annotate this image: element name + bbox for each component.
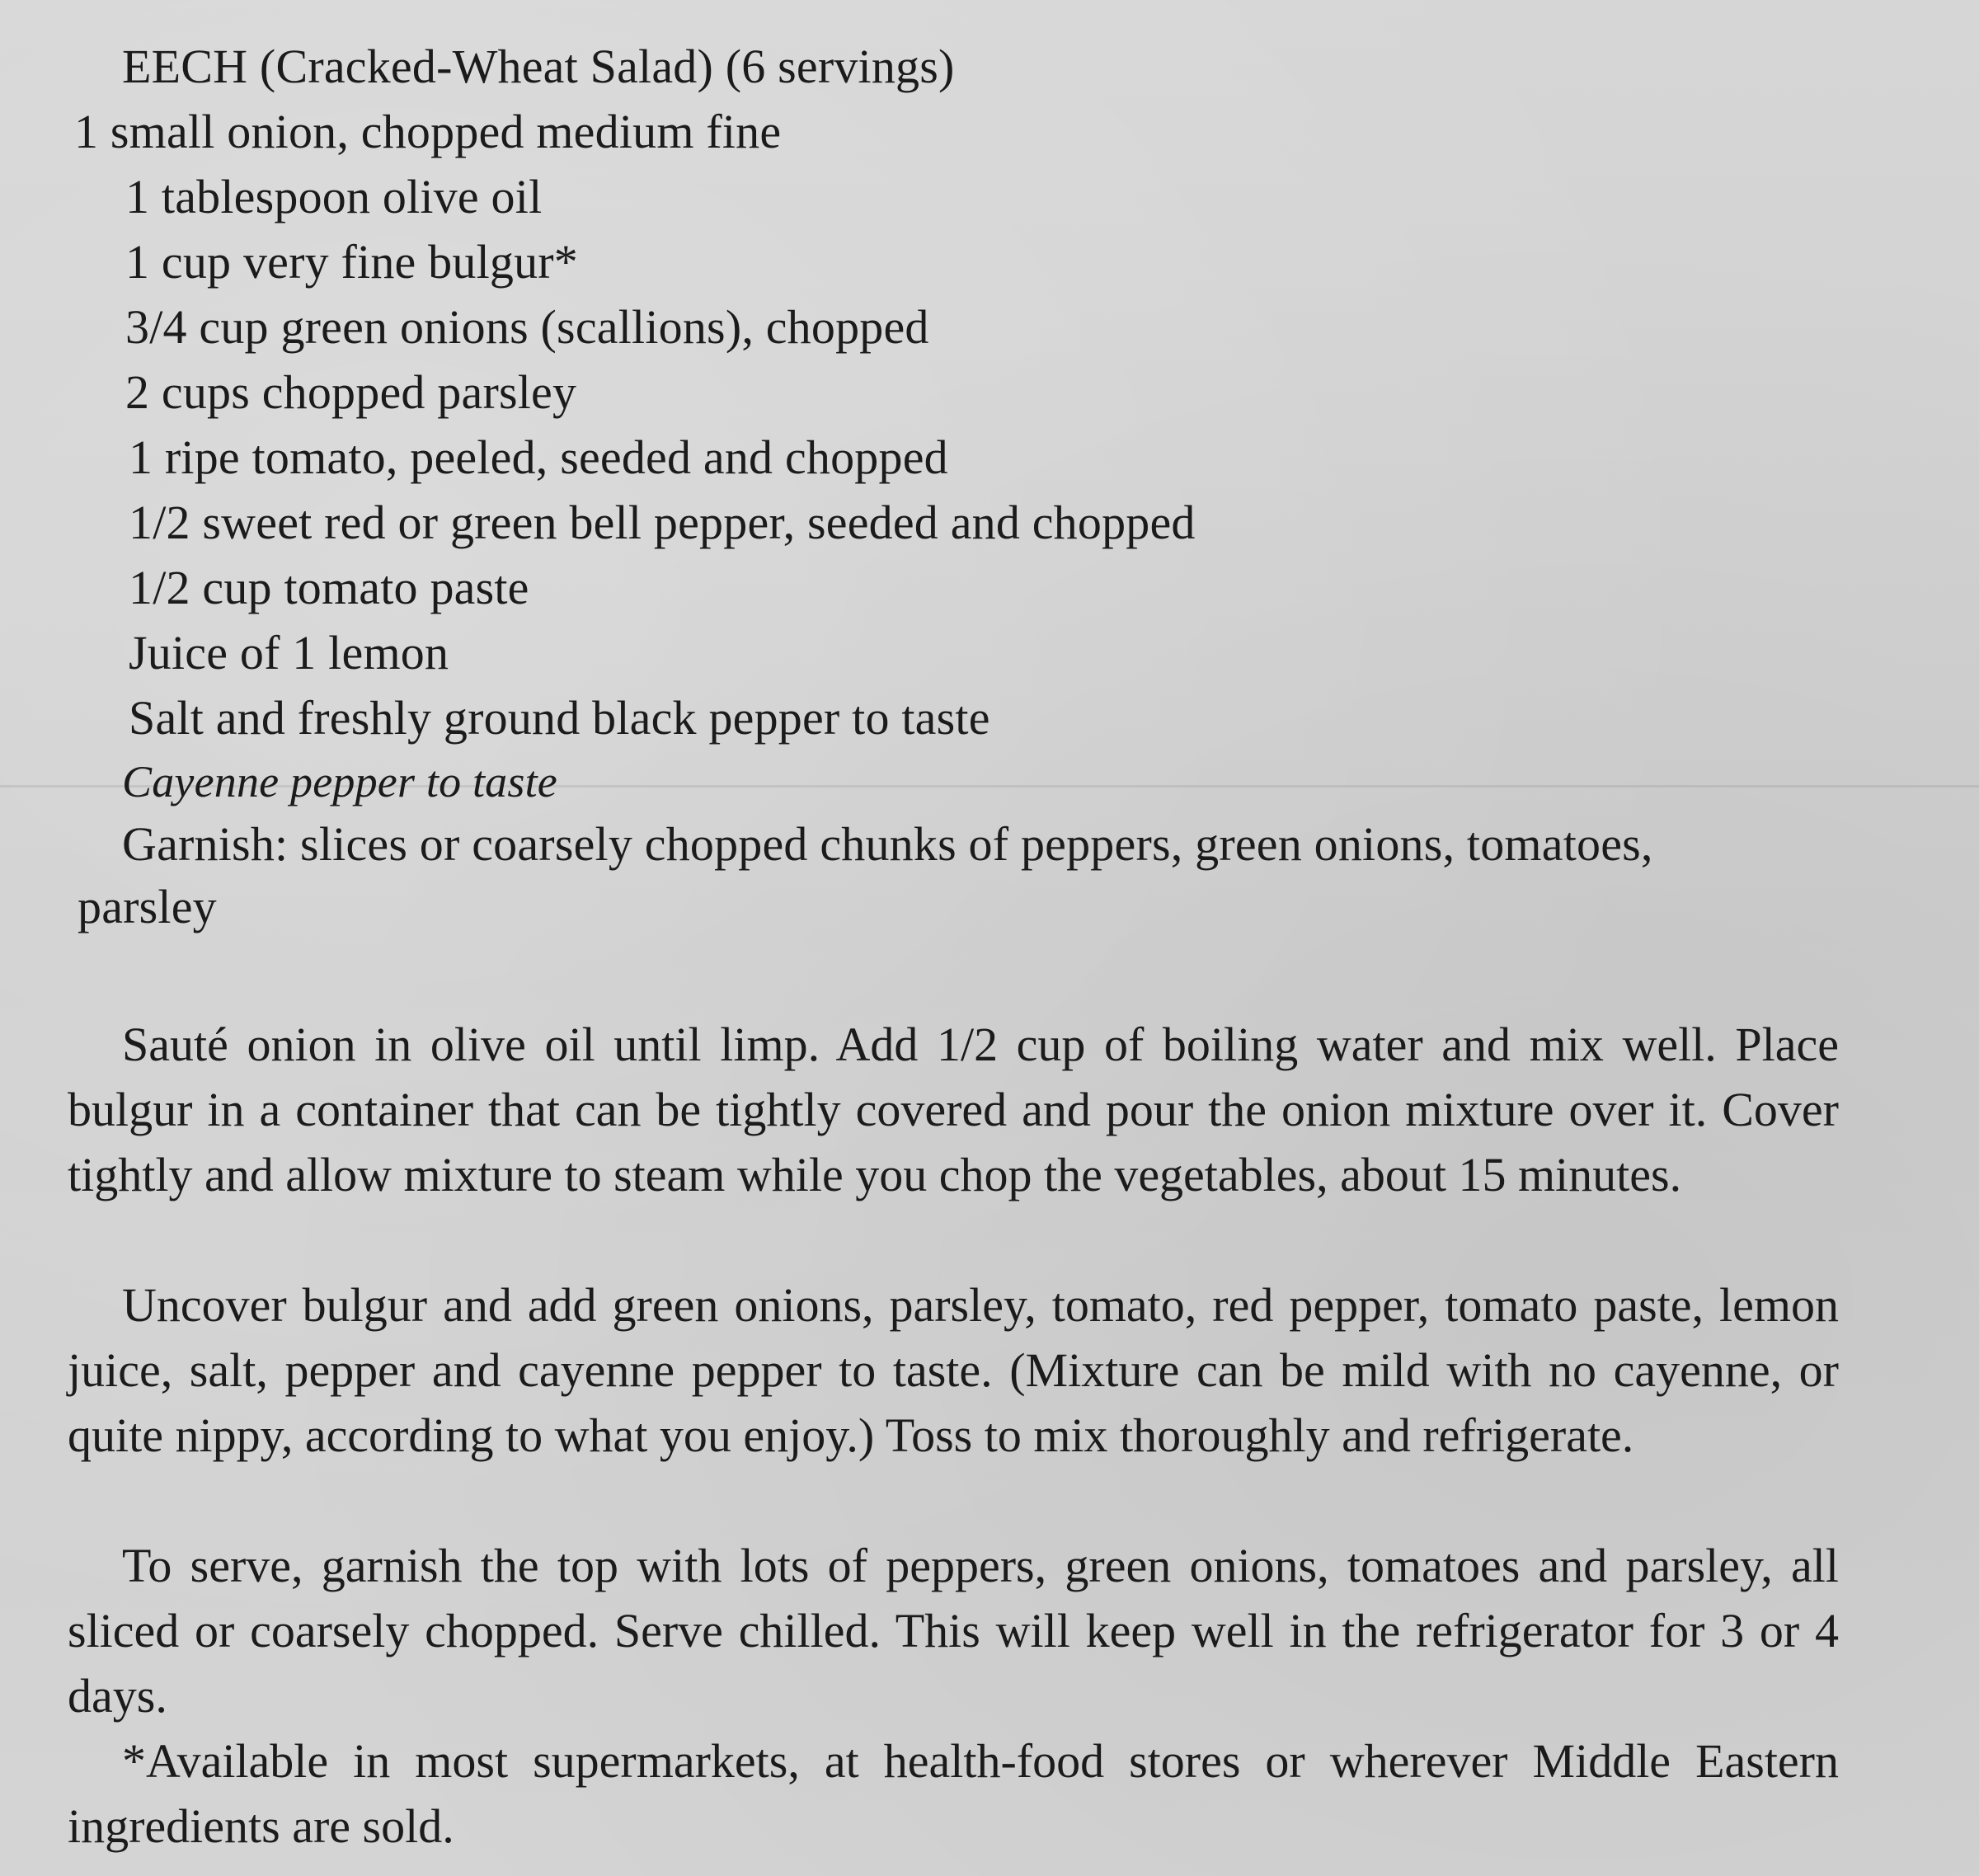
direction-paragraph: Uncover bulgur and add green onions, parsley, tomato, red pepper, tomato paste, lemon juice, salt, pepper and cayenne pepper to taste. (Mixture can be mild with no cayenne, or quite nippy, according to what you enjoy.) Toss to mix thoroughly and refrigerate. <box>68 1278 1839 1462</box>
ingredient-item: 1/2 sweet red or green bell pepper, seeded and chopped <box>129 496 1196 549</box>
ingredient-item: Salt and freshly ground black pepper to taste <box>129 691 990 745</box>
ingredient-item: 1 cup very fine bulgur* <box>125 235 579 289</box>
footnote-paragraph: *Available in most supermarkets, at health-food stores or wherever Middle Eastern ingredients are sold. <box>68 1734 1839 1853</box>
ingredient-item: 1 tablespoon olive oil <box>125 170 543 223</box>
ingredient-item: 1 small onion, chopped medium fine <box>74 105 782 158</box>
ingredient-item: Juice of 1 lemon <box>129 626 449 679</box>
direction-paragraph: To serve, garnish the top with lots of peppers, green onions, tomatoes and parsley, all sliced or coarsely chopped. Serve chilled. This will keep well in the refrigerator for 3 or 4 days. <box>68 1539 1839 1723</box>
ingredient-item: 2 cups chopped parsley <box>125 365 577 419</box>
ingredient-item: Cayenne pepper to taste <box>122 757 557 806</box>
garnish-line: parsley <box>78 880 217 933</box>
direction-paragraph: Sauté onion in olive oil until limp. Add 1/2 cup of boiling water and mix well. Place bulgur in a container that can be tightly covered and pour the onion mixture over it. Cover tightly and allow mixture to steam while you chop the vegetables, about 15 minutes. <box>68 1018 1839 1201</box>
ingredient-item: 1 ripe tomato, peeled, seeded and chopped <box>129 430 948 484</box>
ingredient-item: 1/2 cup tomato paste <box>129 561 529 614</box>
ingredient-item: 3/4 cup green onions (scallions), chopped <box>125 300 929 354</box>
garnish-line: Garnish: slices or coarsely chopped chunks of peppers, green onions, tomatoes, <box>122 817 1653 871</box>
recipe-title: EECH (Cracked-Wheat Salad) (6 servings) <box>122 40 955 93</box>
